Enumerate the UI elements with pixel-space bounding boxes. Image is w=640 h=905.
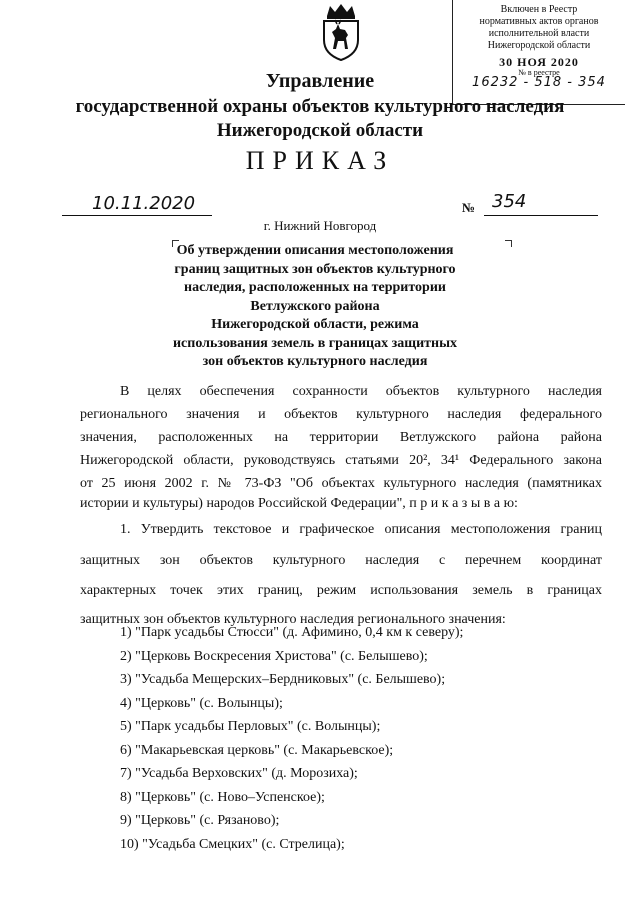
paragraph-line: В целях обеспечения сохранности объектов культурного наследия <box>120 384 602 399</box>
item-1-paragraph <box>80 520 602 630</box>
paragraph-line: истории и культуры) народов Российской Федерации", п р и к а з ы в а ю: <box>80 496 518 511</box>
number-sign: № <box>462 200 476 215</box>
list-item: 7) "Усадьба Верховских" (д. Морозиха); <box>120 766 358 781</box>
date-field <box>62 193 212 216</box>
paragraph-line: Нижегородской области, руководствуясь статьями 20², 34¹ Федерального закона <box>80 453 602 468</box>
list-item: 8) "Церковь" (с. Ново–Успенское); <box>120 789 325 805</box>
subject-line: Об утверждении описания местоположения <box>176 243 454 258</box>
subject-line: использования земель в границах защитных <box>172 335 458 351</box>
list-item: 6) "Макарьевская церковь" (с. Макарьевское); <box>120 742 394 758</box>
paragraph-line: регионального значения и объектов культурного наследия федерального <box>80 407 602 422</box>
paragraph-line: защитных зон объектов культурного наследия регионального значения: <box>80 612 506 627</box>
org-title-line3: Нижегородской области <box>216 120 424 141</box>
stamp-date: 30 НОЯ 2020 <box>499 55 579 69</box>
stamp-line: нормативных актов органов <box>479 16 599 27</box>
corner-mark <box>505 240 512 247</box>
stamp-registry-number: 16232 - 518 - 354 <box>472 75 606 90</box>
list-item: 9) "Церковь" (с. Рязаново); <box>120 813 280 828</box>
document-number: 354 <box>492 191 527 212</box>
stamp-line: Включен в Реестр <box>500 4 578 15</box>
list-item: 5) "Парк усадьбы Перловых" (с. Волынцы); <box>120 719 381 734</box>
list-item: 3) "Усадьба Мещерских–Бердниковых" (с. Белышево); <box>120 672 446 687</box>
coat-of-arms-emblem <box>318 2 364 67</box>
document-date: 10.11.2020 <box>92 193 196 214</box>
list-item: 2) "Церковь Воскресения Христова" (с. Белышево); <box>120 648 428 664</box>
paragraph-line: защитных зон объектов культурного наследия с перечнем координат <box>80 553 602 568</box>
order-subject <box>150 242 480 372</box>
city: г. Нижний Новгород <box>263 218 377 233</box>
list-item: 10) "Усадьба Смецких" (с. Стрелица); <box>120 836 345 852</box>
subject-line: Нижегородской области, режима <box>211 317 419 332</box>
subject-line: границ защитных зон объектов культурного <box>174 261 456 277</box>
number-field <box>484 193 598 216</box>
subject-line: наследия, расположенных на территории <box>184 280 446 295</box>
subject-line: Ветлужского района <box>250 298 380 314</box>
stamp-number-label: № в реестре <box>518 68 560 77</box>
paragraph-line: от 25 июня 2002 г. № 73-ФЗ "Об объектах культурного наследия (памятниках <box>80 476 602 491</box>
stamp-line: исполнительной власти <box>488 28 590 39</box>
document-type: ПРИКАЗ <box>245 146 395 175</box>
subject-line: зон объектов культурного наследия <box>202 354 428 369</box>
heritage-objects-list <box>120 623 463 855</box>
paragraph-line: 1. Утвердить текстовое и графическое описания местоположения границ <box>120 522 602 537</box>
stamp-line: Нижегородской области <box>487 40 591 51</box>
paragraph-line: значения, расположенных на территории Ветлужского района района <box>80 430 602 445</box>
list-item: 4) "Церковь" (с. Волынцы); <box>120 695 283 711</box>
org-title-line2: государственной охраны объектов культурного наследия <box>75 96 565 117</box>
list-item: 1) "Парк усадьбы Стюсси" (д. Афимино, 0,4 км к северу); <box>120 625 464 640</box>
intro-paragraph <box>80 382 602 514</box>
org-title-line1: Управление <box>265 70 375 92</box>
paragraph-line: характерных точек этих границ, режим использования земель в границах <box>80 583 602 598</box>
